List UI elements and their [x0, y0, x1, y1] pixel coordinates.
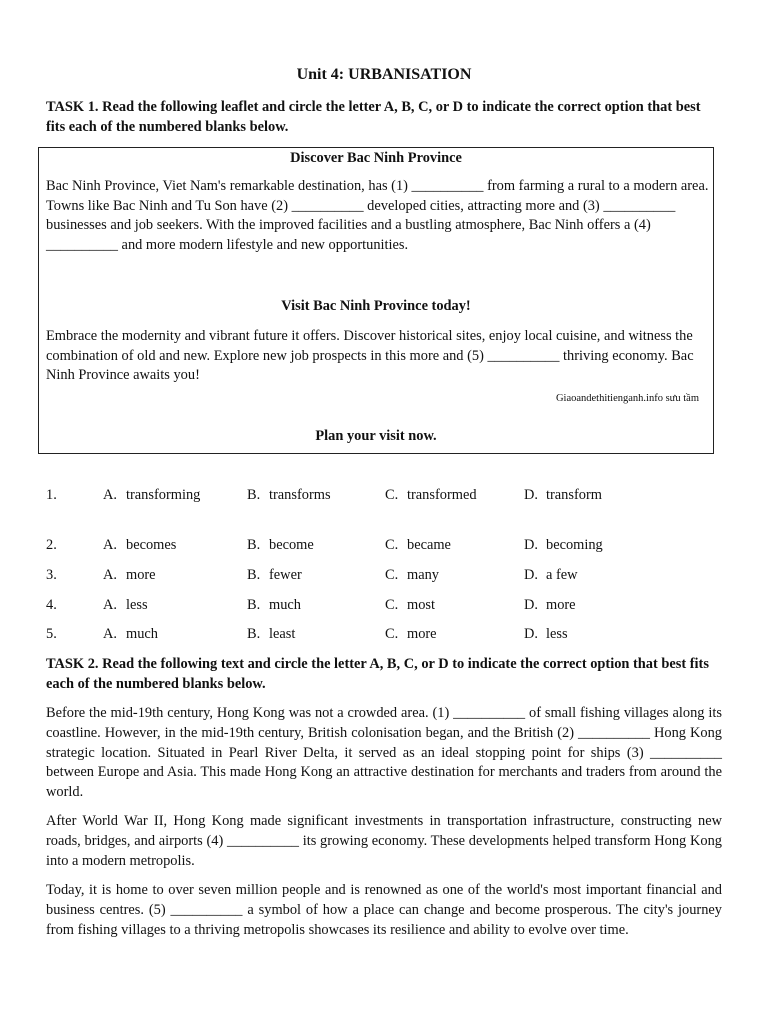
option-letter[interactable]: D. — [524, 567, 538, 583]
option-text[interactable]: became — [407, 537, 451, 553]
option-letter[interactable]: C. — [385, 537, 399, 553]
option-letter[interactable]: A. — [103, 567, 117, 583]
option-letter[interactable]: A. — [103, 626, 117, 642]
option-letter[interactable]: A. — [103, 537, 117, 553]
question-number: 5. — [46, 626, 57, 642]
option-text[interactable]: more — [407, 626, 437, 642]
option-letter[interactable]: B. — [247, 626, 261, 642]
option-letter[interactable]: D. — [524, 537, 538, 553]
option-text[interactable]: much — [126, 626, 158, 642]
option-letter[interactable]: B. — [247, 567, 261, 583]
option-letter[interactable]: C. — [385, 626, 399, 642]
option-letter[interactable]: C. — [385, 597, 399, 613]
option-letter[interactable]: C. — [385, 487, 399, 503]
option-letter[interactable]: B. — [247, 487, 261, 503]
leaflet-box — [38, 147, 714, 454]
option-text[interactable]: least — [269, 626, 296, 642]
task1-instruction: TASK 1. Read the following leaflet and circle the letter A, B, C, or D to indicate the correct option that best fits each of the numbered blanks below. — [46, 99, 701, 135]
option-text[interactable]: more — [546, 597, 576, 613]
option-letter[interactable]: A. — [103, 487, 117, 503]
question-row — [46, 485, 726, 529]
option-letter[interactable]: D. — [524, 597, 538, 613]
option-letter[interactable]: D. — [524, 626, 538, 642]
question-number: 2. — [46, 537, 57, 553]
option-text[interactable]: becomes — [126, 537, 177, 553]
leaflet-heading: Discover Bac Ninh Province — [290, 150, 462, 166]
question-number: 1. — [46, 487, 57, 503]
option-letter[interactable]: B. — [247, 537, 261, 553]
leaflet-paragraph-2: Embrace the modernity and vibrant future it offers. Discover historical sites, enjoy local cuisine, and witness the combination of old and new. Explore new job prospects in this more and (5) __________ thriving economy. Bac Ninh Province awaits you! — [46, 328, 694, 384]
task2-instruction: TASK 2. Read the following text and circle the letter A, B, C, or D to indicate the correct option that best fits each of the numbered blanks below. — [46, 656, 709, 692]
question-number: 4. — [46, 597, 57, 613]
task2-paragraph-3: Today, it is home to over seven million people and is renowned as one of the world's most important financial and business centres. (5) __________ a symbol of how a place can change and become prosperous. The city's journey from fishing villages to a thriving metropolis showcases its resilience and ability to evolve over time. — [46, 882, 722, 938]
option-text[interactable]: much — [269, 597, 301, 613]
task2-paragraph-1: Before the mid-19th century, Hong Kong was not a crowded area. (1) __________ of small fishing villages along its coastline. However, in the mid-19th century, British colonisation began, and the British (2) __________ Hong Kong strategic location. Situated in Pearl River Delta, it served as an ideal stopping point for ships (3) __________ between Europe and Asia. This made Hong Kong an attractive destination for merchants and traders from around the world. — [46, 705, 722, 801]
option-text[interactable]: many — [407, 567, 439, 583]
option-text[interactable]: more — [126, 567, 156, 583]
option-text[interactable]: transforms — [269, 487, 331, 503]
option-text[interactable]: transforming — [126, 487, 201, 503]
leaflet-subheading: Visit Bac Ninh Province today! — [281, 298, 471, 314]
option-text[interactable]: transform — [546, 487, 602, 503]
option-letter[interactable]: A. — [103, 597, 117, 613]
option-text[interactable]: less — [126, 597, 148, 613]
option-text[interactable]: becoming — [546, 537, 603, 553]
option-text[interactable]: less — [546, 626, 568, 642]
option-letter[interactable]: D. — [524, 487, 538, 503]
option-text[interactable]: a few — [546, 567, 578, 583]
leaflet-footer: Plan your visit now. — [315, 428, 437, 444]
option-letter[interactable]: B. — [247, 597, 261, 613]
option-text[interactable]: transformed — [407, 487, 477, 503]
page-title: Unit 4: URBANISATION — [296, 66, 472, 83]
leaflet-credit: Giaoandethitienganh.info sưu tầm — [555, 393, 699, 404]
question-row — [46, 595, 726, 619]
option-text[interactable]: most — [407, 597, 435, 613]
option-letter[interactable]: C. — [385, 567, 399, 583]
option-text[interactable]: become — [269, 537, 314, 553]
question-row — [46, 624, 726, 648]
question-number: 3. — [46, 567, 57, 583]
option-text[interactable]: fewer — [269, 567, 302, 583]
question-row — [46, 535, 726, 559]
leaflet-paragraph-1: Bac Ninh Province, Viet Nam's remarkable destination, has (1) __________ from farming a rural to a modern area. Towns like Bac Ninh and Tu Son have (2) __________ developed cities, attracting more and (3) __________ businesses and job seekers. With the improved facilities and a bustling atmosphere, Bac Ninh offers a (4) __________ and more modern lifestyle and new opportunities. — [46, 178, 709, 254]
task2-paragraph-2: After World War II, Hong Kong made significant investments in transportation infrastructure, constructing new roads, bridges, and airports (4) __________ its growing economy. These developments helped transform Hong Kong into a modern metropolis. — [46, 813, 722, 869]
question-row — [46, 565, 726, 589]
